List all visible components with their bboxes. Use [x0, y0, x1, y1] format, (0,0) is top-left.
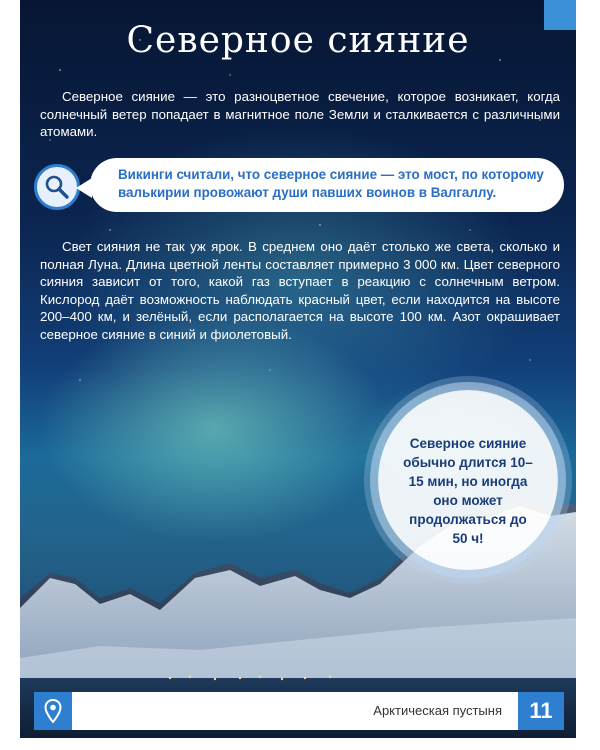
section-label: Арктическая пустыня: [373, 703, 502, 718]
main-paragraph: Свет сияния не так уж ярок. В среднем оно даёт столько же света, сколько и полная Луна. Длина цветной ленты составляет примерно 3 000 км. Цвет северного сияния зависит от того, какой газ вступает в реакцию с солнечным ветром. Кислород даёт возможность наблюдать красный цвет, если находится на высоте 200–400 км, и зелёный, если располагается на высоте 100 км. Азот окрашивает северное сияние в синий и фиолетовый.: [40, 239, 560, 342]
intro-paragraph: Северное сияние — это разноцветное свечение, которое возникает, когда солнечный ветер попадает в магнитное поле Земли и сталкивается с различными атомами.: [40, 89, 560, 139]
location-pin-icon: [44, 699, 62, 723]
magnifier-icon: [34, 164, 80, 210]
callout-text: Северное сияние обычно длится 10–15 мин, но иногда оно может продолжаться до 50 ч!: [403, 436, 533, 546]
duration-callout: [378, 390, 558, 570]
page-title: Северное сияние: [126, 20, 470, 61]
footer-bar: [34, 692, 564, 730]
page-number: 11: [518, 692, 564, 730]
page-background: [20, 0, 576, 738]
location-pin-box: [34, 692, 72, 730]
fact-text: Викинги считали, что северное сияние — это мост, по которому валькирии провожают души павших воинов в Валгаллу.: [90, 158, 564, 212]
fact-box: [32, 158, 562, 216]
